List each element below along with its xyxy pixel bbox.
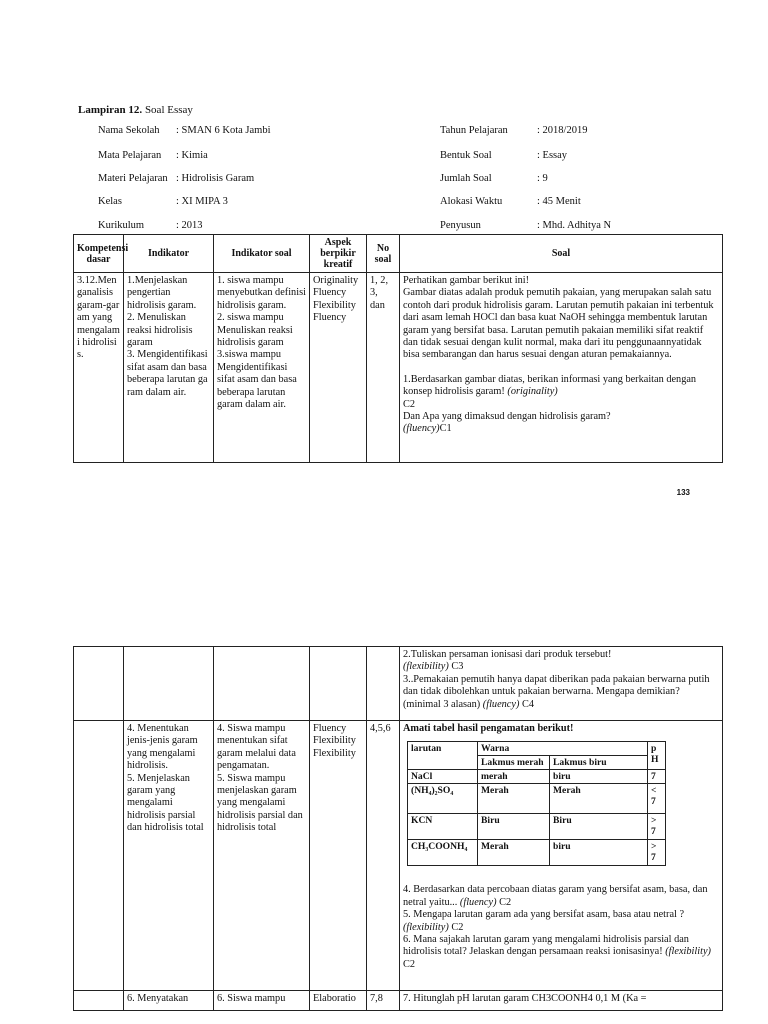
meta-label: Materi Pelajaran [98, 173, 168, 184]
header-aspek: Aspek berpikir kreatif [310, 235, 367, 273]
obs-subheader-row: Lakmus merah Lakmus biru [408, 756, 666, 770]
indikator-soal-cell [214, 273, 310, 463]
indikator-cell: 6. Menyatakan [124, 991, 214, 1011]
meta-row-4 [0, 196, 700, 210]
indikator-cell [124, 273, 214, 463]
meta-row-3 [0, 173, 700, 187]
table-header-row [74, 235, 723, 273]
question-1: 1.Berdasarkan gambar diatas, berikan informasi yang berkaitan dengan konsep hidrolisis garam! (originality) C2 [403, 373, 697, 410]
meta-value: : 9 [537, 173, 548, 184]
header-soal: Soal [400, 235, 723, 273]
aspek-cell: Originality Fluency Flexibility Fluency [310, 273, 367, 463]
meta-value: : 2018/2019 [537, 125, 588, 136]
aspek-cell: Fluency Flexibility Flexibility [310, 721, 367, 991]
meta-label: Nama Sekolah [98, 125, 160, 136]
indikator-item: 1.Menjelaskan pengertian hidrolisis garam. [127, 275, 197, 311]
meta-value: : 2013 [176, 220, 203, 231]
soal-intro: Perhatikan gambar berikut ini! [403, 275, 530, 286]
question-5: 5. Mengapa larutan garam ada yang bersifat asam, basa atau netral ? (flexibility) C2 [403, 909, 685, 933]
indikator-soal-item: 3.siswa mampu Mengidentifikasi sifat asam dan basa beberapa larutan garam dalam air. [217, 349, 297, 411]
meta-value: : Mhd. Adhitya N [537, 220, 612, 231]
indikator-soal-cell: 6. Siswa mampu [214, 991, 310, 1011]
table-row [74, 721, 723, 991]
question-6: 6. Mana sajakah larutan garam yang mengalami hidrolisis parsial dan hidrolisis total? Jelaskan dengan persamaan reaksi ionisasinya! (flexibility) C2 [403, 934, 711, 970]
kd-cell: 3.12.Menganalisis garam-garam yang mengalami hidrolisis. [74, 273, 124, 463]
page-title: Lampiran 12. Soal Essay [78, 104, 193, 116]
table-row [74, 647, 723, 721]
indikator-soal-cell: 4. Siswa mampu menentukan sifat garam melalui data pengamatan. 5. Siswa mampu menjelaskan garam yang mengalami hidrolisis parsial dan hidrolisis total [214, 721, 310, 991]
obs-header-row: larutan Warna pH [408, 742, 666, 756]
soal-cell [400, 273, 723, 463]
no-soal-cell: 1, 2, 3, dan [367, 273, 400, 463]
header-no-soal: No soal [367, 235, 400, 273]
meta-value: : 45 Menit [537, 196, 581, 207]
aspek-cell: Elaboratio [310, 991, 367, 1011]
observation-table [407, 741, 666, 866]
meta-label: Tahun Pelajaran [440, 125, 508, 136]
essay-table-page-1 [73, 234, 723, 463]
table-row [74, 273, 723, 463]
indikator-soal-item: 2. siswa mampu Menuliskan reaksi hidrolisis garam [217, 312, 293, 349]
meta-label: Jumlah Soal [440, 173, 492, 184]
essay-table-page-2 [73, 646, 723, 1011]
question-2: 2.Tuliskan persaman ionisasi dari produk tersebut! (flexibility) C3 [403, 649, 612, 673]
meta-label: Alokasi Waktu [440, 196, 503, 207]
meta-value: : Hidrolisis Garam [176, 173, 255, 184]
obs-row: KCN Biru Biru > 7 [408, 814, 666, 840]
meta-label: Kelas [98, 196, 122, 207]
indikator-soal-item: 1. siswa mampu menyebutkan definisi hidrolisis garam. [217, 275, 306, 311]
soal-paragraph: Gambar diatas adalah produk pemutih pakaian, yang merupakan salah satu contoh dari produk hidrolisis garam. Larutan pemutih pakaian ini terbentuk dari asam lemah HOCl dan basa kuat NaOH sehingga membentuk larutan garam yang bersifat basa. Larutan pemutih pakaian memiliki sifat reaktif dan tidak sesuai dengan kulit normal, maka dari itu penggunaannyatidak bisa sembarangan dan harus sesuai dengan aturan pemakaiannya. [403, 287, 714, 361]
meta-value: : Essay [537, 150, 568, 161]
instruction: Amati tabel hasil pengamatan berikut! [403, 723, 574, 734]
meta-value: : Kimia [176, 150, 208, 161]
meta-value: : XI MIPA 3 [176, 196, 228, 207]
meta-row-5 [0, 220, 700, 234]
meta-row-1 [0, 125, 700, 139]
obs-row: (NH₄)₂SO₄ Merah Merah < 7 [408, 784, 666, 814]
obs-row: CH₃COONH₄ Merah biru > 7 [408, 840, 666, 866]
soal-cell [400, 721, 723, 991]
obs-row: NaCl merah biru 7 [408, 770, 666, 784]
meta-row-2 [0, 150, 700, 164]
header-kd: Kompetensi dasar [74, 235, 124, 273]
question-3: 3..Pemakaian pemutih hanya dapat diberikan pada pakaian berwarna putih dan tidak dibolehkan untuk pakaian berwarna. Mengapa demikian? (minimal 3 alasan) (fluency) C4 [403, 673, 710, 710]
table-row [74, 991, 723, 1011]
header-indikator-soal: Indikator soal [214, 235, 310, 273]
meta-label: Penyusun [440, 220, 481, 231]
no-soal-cell: 7,8 [367, 991, 400, 1011]
indikator-cell: 4. Menentukan jenis-jenis garam yang mengalami hidrolisis. 5. Menjelaskan garam yang mengalami hidrolisis parsial dan hidrolisis total [124, 721, 214, 991]
soal-cell [400, 647, 723, 721]
meta-label: Kurikulum [98, 220, 145, 231]
indikator-item: 3. Mengidentifikasi sifat asam dan basa beberapa larutan garam dalam air. [127, 349, 208, 398]
question-1b: Dan Apa yang dimaksud dengan hidrolisis garam? (fluency)C1 [403, 411, 611, 435]
header-indikator: Indikator [124, 235, 214, 273]
no-soal-cell: 4,5,6 [367, 721, 400, 991]
meta-label: Bentuk Soal [440, 150, 492, 161]
page-number: 133 [676, 488, 690, 497]
meta-value: : SMAN 6 Kota Jambi [176, 125, 271, 136]
question-4: 4. Berdasarkan data percobaan diatas garam yang bersifat asam, basa, dan netral yaitu... (fluency) C2 [403, 884, 708, 908]
soal-cell: 7. Hitunglah pH larutan garam CH3COONH4 0,1 M (Ka = [400, 991, 723, 1011]
indikator-item: 2. Menuliskan reaksi hidrolisis garam [127, 312, 193, 349]
meta-label: Mata Pelajaran [98, 150, 162, 161]
